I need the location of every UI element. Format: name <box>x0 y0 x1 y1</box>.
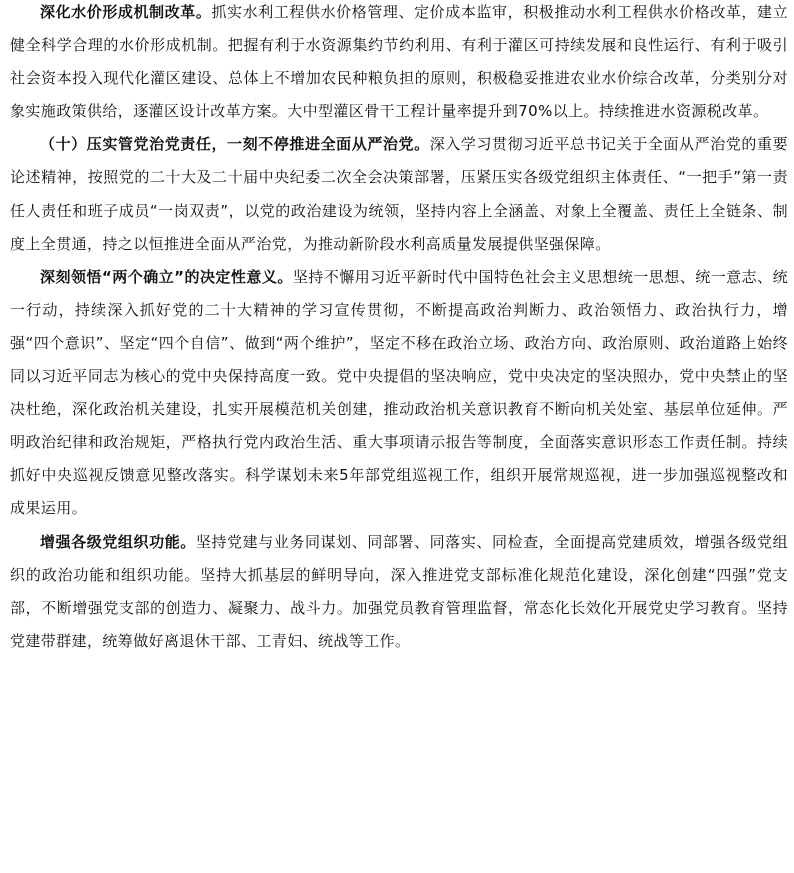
paragraph-party-governance <box>10 128 788 260</box>
paragraph-water-pricing-reform <box>10 0 788 128</box>
paragraph-heading: （十）压实管党治党责任，一刻不停推进全面从严治党。 <box>40 135 430 154</box>
paragraph-body: 坚持党建与业务同谋划、同部署、同落实、同检查，全面提高党建质效，增强各级党组织的政治功能和组织功能。坚持大抓基层的鲜明导向，深入推进党支部标准化规范化建设，深化创建“四强”党支部，不断增强党支部的创造力、凝聚力、战斗力。加强党员教育管理监督，常态化长效化开展党史学习教育。坚持党建带群建，统筹做好离退休干部、工青妇、统战等工作。 <box>10 532 788 650</box>
paragraph-body: 坚持不懈用习近平新时代中国特色社会主义思想统一思想、统一意志、统一行动，持续深入抓好党的二十大精神的学习宣传贯彻，不断提高政治判断力、政治领悟力、政治执行力，增强“四个意识”、坚定“四个自信”、做到“两个维护”，坚定不移在政治立场、政治方向、政治原则、政治道路上始终同以习近平同志为核心的党中央保持高度一致。党中央提倡的坚决响应，党中央决定的坚决照办，党中央禁止的坚决杜绝，深化政治机关建设，扎实开展模范机关创建，推动政治机关意识教育不断向机关处室、基层单位延伸。严明政治纪律和政治规矩，严格执行党内政治生活、重大事项请示报告等制度，全面落实意识形态工作责任制。持续抓好中央巡视反馈意见整改落实。科学谋划未来5年部党组巡视工作，组织开展常规巡视，进一步加强巡视整改和成果运用。 <box>10 267 788 518</box>
paragraph-party-organization <box>10 526 788 658</box>
paragraph-heading: 增强各级党组织功能。 <box>40 532 196 551</box>
paragraph-two-establishments <box>10 261 788 526</box>
paragraph-heading: 深化水价形成机制改革。 <box>40 3 212 21</box>
paragraph-body: 抓实水利工程供水价格管理、定价成本监审，积极推动水利工程供水价格改革，建立健全科学合理的水价形成机制。把握有利于水资源集约节约利用、有利于灌区可持续发展和良性运行、有利于吸引社会资本投入现代化灌区建设、总体上不增加农民种粮负担的原则，积极稳妥推进农业水价综合改革，分类别分对象实施政策供给，逐灌区设计改革方案。大中型灌区骨干工程计量率提升到70%以上。持续推进水资源税改革。 <box>10 3 788 121</box>
paragraph-heading: 深刻领悟“两个确立”的决定性意义。 <box>40 267 293 286</box>
paragraph-body: 深入学习贯彻习近平总书记关于全面从严治党的重要论述精神，按照党的二十大及二十届中央纪委二次全会决策部署，压紧压实各级党组织主体责任、“一把手”第一责任人责任和班子成员“一岗双责”，以党的政治建设为统领，坚持内容上全涵盖、对象上全覆盖、责任上全链条、制度上全贯通，持之以恒推进全面从严治党，为推动新阶段水利高质量发展提供坚强保障。 <box>10 135 789 253</box>
